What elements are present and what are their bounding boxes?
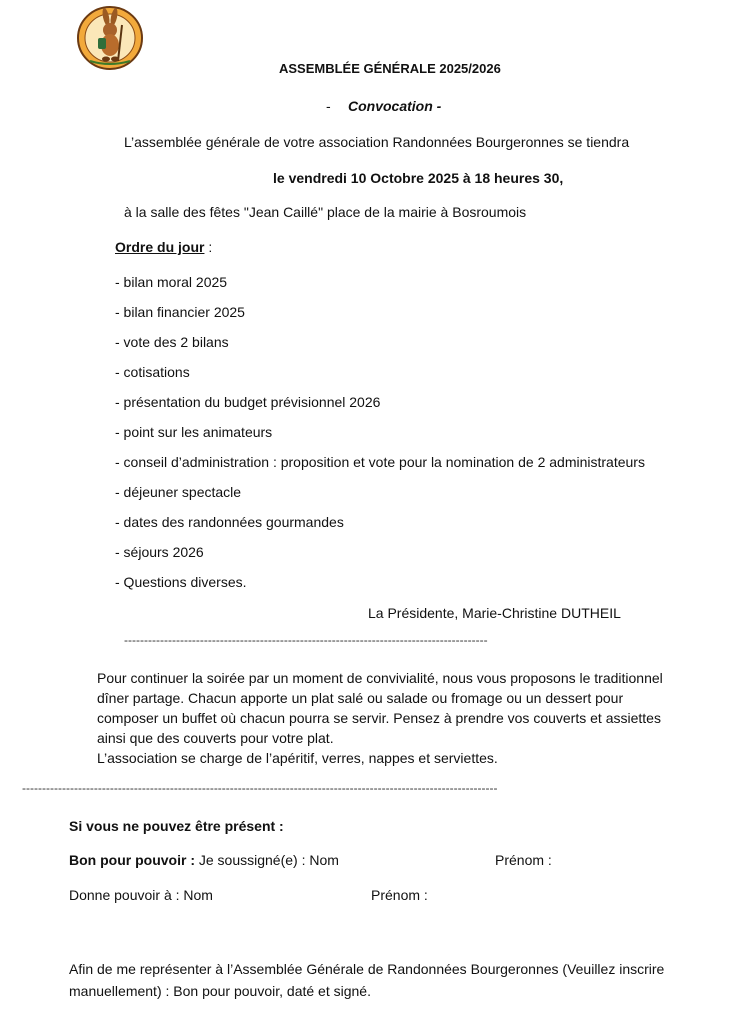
agenda-item: - bilan financier 2025: [115, 304, 245, 320]
statement-line: manuellement) : Bon pour pouvoir, daté et signé.: [69, 983, 371, 999]
convocation-dash: -: [326, 98, 331, 114]
proxy-recipient-label: Donne pouvoir à : Nom: [69, 887, 213, 903]
note-line: Pour continuer la soirée par un moment de convivialité, nous vous proposons le traditionnel: [97, 670, 663, 686]
proxy-name-line: [69, 852, 339, 868]
agenda-heading-suffix: :: [204, 239, 213, 255]
agenda-item: - présentation du budget prévisionnel 2026: [115, 394, 381, 410]
agenda-item: - cotisations: [115, 364, 190, 380]
agenda-heading: [115, 239, 212, 255]
convocation-subtitle: Convocation -: [348, 98, 442, 114]
intro-text: L’assemblée générale de votre association Randonnées Bourgeronnes se tiendra: [124, 134, 630, 150]
bpp-text: Je soussigné(e) : Nom: [194, 852, 339, 868]
proxy-firstname-label: Prénom :: [495, 852, 552, 868]
separator-short: -------------------------------------------------------------------------------------------: [124, 633, 488, 647]
note-line: composer un buffet où chacun pourra se servir. Pensez à prendre vos couverts et assiettes: [97, 710, 661, 726]
agenda-item: - déjeuner spectacle: [115, 484, 242, 500]
agenda-item: - séjours 2026: [115, 544, 204, 560]
agenda-item: - vote des 2 bilans: [115, 334, 229, 350]
proxy-statement: [69, 958, 729, 1002]
meeting-date: le vendredi 10 Octobre 2025 à 18 heures 30,: [273, 170, 564, 186]
agenda-heading-label: Ordre du jour: [115, 239, 205, 255]
statement-line: Afin de me représenter à l’Assemblée Générale de Randonnées Bourgeronnes (Veuillez inscrire: [69, 961, 665, 977]
agenda-item: - dates des randonnées gourmandes: [115, 514, 344, 530]
agenda-item: - Questions diverses.: [115, 574, 247, 590]
note-line: dîner partage. Chacun apporte un plat salé ou salade ou fromage ou un dessert pour: [97, 690, 624, 706]
meeting-place: à la salle des fêtes "Jean Caillé" place de la mairie à Bosroumois: [124, 204, 527, 220]
bpp-label: Bon pour pouvoir :: [69, 852, 195, 868]
agenda-item: - conseil d’administration : proposition et vote pour la nomination de 2 administrateurs: [115, 454, 645, 470]
absent-heading: Si vous ne pouvez être présent :: [69, 818, 284, 834]
separator-long: -----------------------------------------------------------------------------------------------------------------------: [22, 781, 498, 795]
agenda-item: - bilan moral 2025: [115, 274, 228, 290]
dinner-note: [97, 668, 717, 768]
president-signature: La Présidente, Marie-Christine DUTHEIL: [368, 605, 621, 621]
page-title: ASSEMBLÉE GÉNÉRALE 2025/2026: [279, 61, 501, 76]
hiking-rabbit-logo: [76, 5, 144, 71]
note-line: ainsi que des couverts pour votre plat.: [97, 730, 334, 746]
agenda-list: [115, 274, 645, 604]
agenda-item: - point sur les animateurs: [115, 424, 273, 440]
note-line: L’association se charge de l’apéritif, verres, nappes et serviettes.: [97, 750, 498, 766]
recipient-firstname-label: Prénom :: [371, 887, 428, 903]
